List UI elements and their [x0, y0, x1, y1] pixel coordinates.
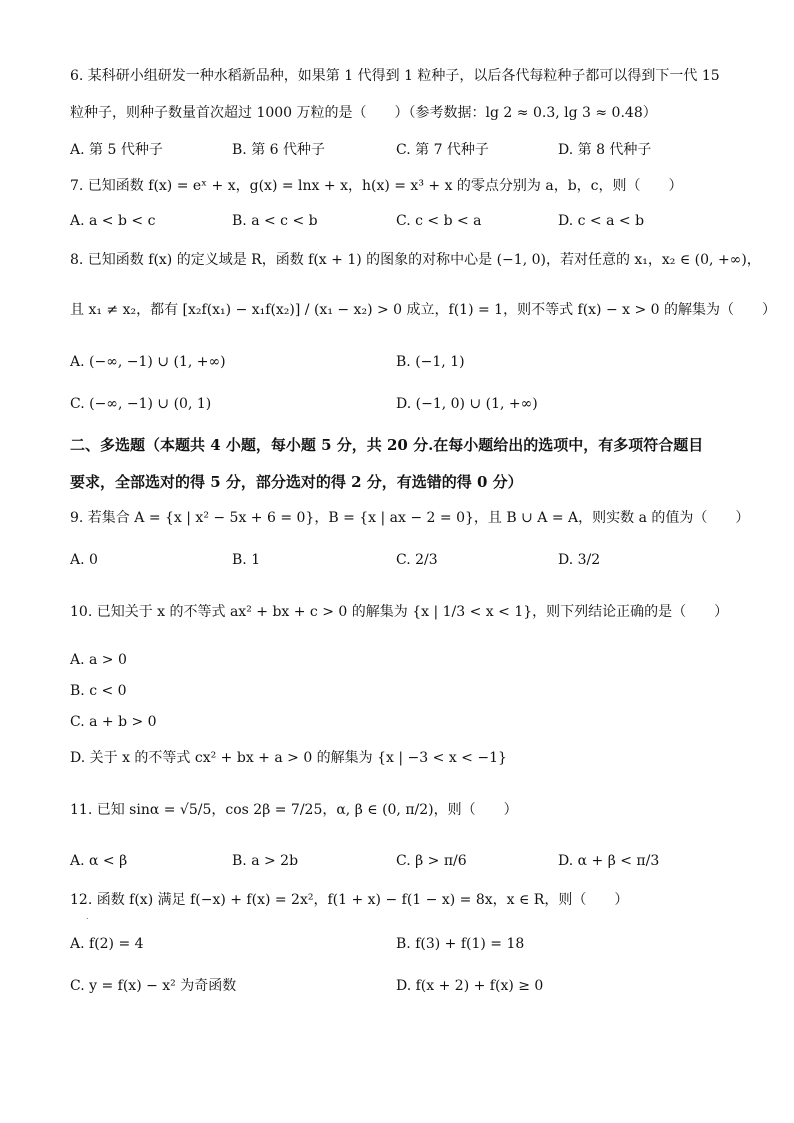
section-heading-line2: 要求，全部选对的得 5 分，部分选对的得 2 分，有选错的得 0 分） [70, 473, 523, 491]
q11-option-d: D. α + β < π/3 [558, 853, 660, 869]
q10-option-c: C. a + b > 0 [70, 714, 157, 730]
q8-stem-line1: 8. 已知函数 f(x) 的定义域是 R，函数 f(x + 1) 的图象的对称中心是 (−1, 0)，若对任意的 x₁，x₂ ∈ (0, +∞)， [70, 252, 761, 268]
q11-stem: 11. 已知 sinα = √5/5，cos 2β = 7/25，α, β ∈ (0, π/2)，则（ ） [70, 802, 518, 818]
q10-option-b: B. c < 0 [70, 683, 127, 699]
q11-option-b: B. a > 2b [232, 853, 299, 869]
q6-option-c: C. 第 7 代种子 [396, 142, 489, 158]
q8-option-b: B. (−1, 1) [396, 354, 465, 370]
q8-option-a: A. (−∞, −1) ∪ (1, +∞) [70, 354, 226, 370]
q8-option-c: C. (−∞, −1) ∪ (0, 1) [70, 396, 212, 412]
q12-option-c: C. y = f(x) − x² 为奇函数 [70, 978, 237, 994]
q12-option-b: B. f(3) + f(1) = 18 [396, 936, 525, 952]
q7-option-d: D. c < a < b [558, 213, 645, 229]
q10-stem: 10. 已知关于 x 的不等式 ax² + bx + c > 0 的解集为 {x | 1/3 < x < 1}，则下列结论正确的是（ ） [70, 604, 729, 620]
q12-option-d: D. f(x + 2) + f(x) ≥ 0 [396, 978, 544, 994]
q6-option-d: D. 第 8 代种子 [558, 142, 652, 158]
q10-option-d: D. 关于 x 的不等式 cx² + bx + a > 0 的解集为 {x | −3 < x < −1} [70, 750, 507, 766]
q9-option-a: A. 0 [70, 552, 98, 568]
q11-option-a: A. α < β [70, 853, 128, 869]
q10-option-a: A. a > 0 [70, 652, 127, 668]
q8-option-d: D. (−1, 0) ∪ (1, +∞) [396, 396, 538, 412]
q7-option-a: A. a < b < c [70, 213, 156, 229]
q9-option-b: B. 1 [232, 552, 261, 568]
q12-stem: 12. 函数 f(x) 满足 f(−x) + f(x) = 2x²，f(1 + x) − f(1 − x) = 8x，x ∈ R，则（ ） [70, 892, 629, 908]
q11-option-c: C. β > π/6 [396, 853, 467, 869]
q7-option-c: C. c < b < a [396, 213, 482, 229]
section-heading-line1: 二、多选题（本题共 4 小题，每小题 5 分，共 20 分.在每小题给出的选项中，有多项符合题目 [70, 436, 704, 454]
q7-stem: 7. 已知函数 f(x) = eˣ + x，g(x) = lnx + x，h(x) = x³ + x 的零点分别为 a，b，c，则（ ） [70, 178, 683, 194]
q9-stem: 9. 若集合 A = {x | x² − 5x + 6 = 0}，B = {x | ax − 2 = 0}，且 B ∪ A = A，则实数 a 的值为（ ） [70, 510, 750, 526]
q8-stem-line2: 且 x₁ ≠ x₂，都有 [x₂f(x₁) − x₁f(x₂)] / (x₁ − x₂) > 0 成立，f(1) = 1，则不等式 f(x) − x > 0 的解集为（ ） [70, 302, 777, 318]
q6-option-a: A. 第 5 代种子 [70, 142, 163, 158]
q6-option-b: B. 第 6 代种子 [232, 142, 325, 158]
q7-option-b: B. a < c < b [232, 213, 318, 229]
q6-stem-line2: 粒种子，则种子数量首次超过 1000 万粒的是（ ）（参考数据：lg 2 ≈ 0.3, lg 3 ≈ 0.48） [70, 105, 657, 121]
stray-dot: . [86, 912, 89, 921]
q9-option-c: C. 2/3 [396, 552, 438, 568]
q12-option-a: A. f(2) = 4 [70, 936, 144, 952]
q6-stem-line1: 6. 某科研小组研发一种水稻新品种，如果第 1 代得到 1 粒种子，以后各代每粒种子都可以得到下一代 15 [70, 68, 720, 84]
q9-option-d: D. 3/2 [558, 552, 601, 568]
